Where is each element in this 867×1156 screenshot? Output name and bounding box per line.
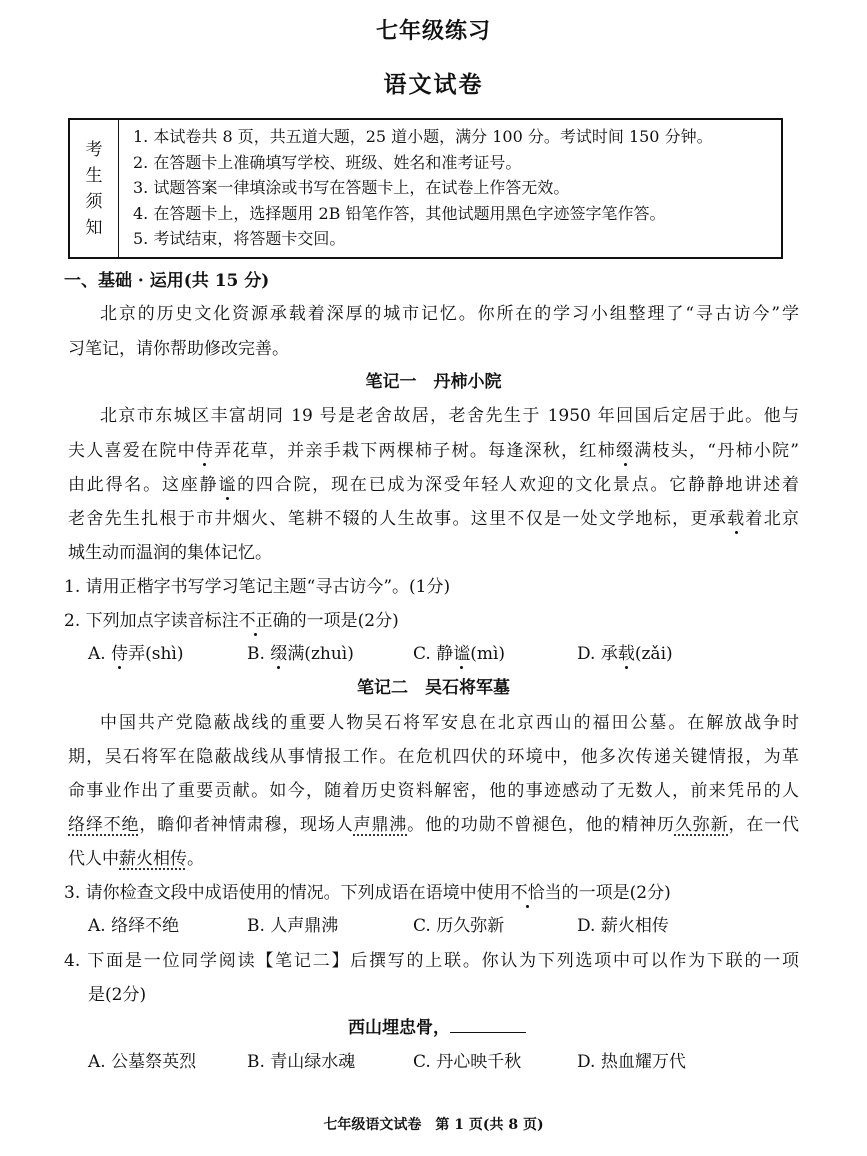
q4-option-c: C. 丹心映千秋: [413, 1052, 522, 1072]
q4-option-d: D. 热血耀万代: [577, 1052, 686, 1072]
section-intro-line: 习笔记，请你帮助修改完善。: [68, 339, 289, 359]
notice-item: 3. 试题答案一律填涂或书写在答题卡上，在试卷上作答无效。: [133, 178, 570, 197]
notice-item: 1. 本试卷共 8 页，共五道大题，25 道小题，满分 100 分。考试时间 150 分钟。: [133, 127, 713, 146]
note2-line: 络绎不绝，瞻仰者神情肃穆，现场人声鼎沸。他的功勋不曾褪色，他的精神历久弥新，在一代: [68, 815, 800, 835]
exam-notice-box: [68, 118, 783, 259]
dotted-char: 谧: [218, 475, 238, 495]
dotted-char: 侍: [195, 441, 215, 461]
page-footer: 七年级语文试卷 第 1 页(共 8 页): [323, 1117, 544, 1133]
dotted-idiom: 声鼎沸: [353, 815, 408, 835]
note1-line: 城生动而温润的集体记忆。: [68, 543, 272, 563]
note1-line: 由此得名。这座静谧的四合院，现在已成为深受年轻人欢迎的文化景点。它静静地讲述着: [68, 475, 800, 495]
question-4-stem: 4. 下面是一位同学阅读【笔记二】后撰写的上联。你认为下列选项中可以作为下联的一项: [64, 951, 799, 971]
q4-option-b: B. 青山绿水魂: [247, 1052, 356, 1072]
dotted-idiom: 薪火相传: [119, 849, 187, 869]
question-1: 1. 请用正楷字书写学习笔记主题“寻古访今”。(1分): [64, 577, 451, 597]
note1-line: 夫人喜爱在院中侍弄花草，并亲手栽下两棵柿子树。每逢深秋，红柿缀满枝头，“丹柿小院”: [68, 441, 800, 461]
grade-title: 七年级练习: [375, 18, 491, 44]
dotted-char: 不正: [238, 611, 273, 631]
question-2-stem: 2. 下列加点字读音标注不正确的一项是(2分): [64, 611, 399, 631]
q3-option-c: C. 历久弥新: [413, 916, 505, 936]
q2-option-d: D. 承载(zǎi): [577, 644, 673, 664]
q2-option-c: C. 静谧(mì): [413, 644, 506, 664]
dotted-idiom: 久弥新: [674, 815, 729, 835]
dotted-char: 载: [727, 509, 746, 529]
note2-line: 命事业作出了重要贡献。如今，随着历史资料解密，他的事迹感动了无数人，前来凭吊的人: [68, 781, 799, 801]
q2-option-b: B. 缀满(zhuì): [247, 644, 354, 664]
notice-label-char: 考: [85, 139, 103, 160]
section-intro-line: 北京的历史文化资源承载着深厚的城市记忆。你所在的学习小组整理了“寻古访今”学: [100, 304, 799, 324]
dotted-char: 不恰: [510, 883, 545, 903]
notice-item: 2. 在答题卡上准确填写学校、班级、姓名和准考证号。: [133, 152, 522, 172]
q3-option-d: D. 薪火相传: [577, 916, 669, 936]
dotted-char: 缀: [615, 441, 635, 461]
notice-label-char: 须: [85, 191, 103, 212]
couplet-first-line: 西山埋忠骨，: [348, 1013, 526, 1038]
note1-line: 北京市东城区丰富胡同 19 号是老舍故居，老舍先生于 1950 年回国后定居于此。他与: [100, 406, 799, 426]
note1-title: 笔记一 丹柿小院: [365, 372, 502, 392]
question-3-stem: 3. 请你检查文段中成语使用的情况。下列成语在语境中使用不恰当的一项是(2分): [64, 883, 671, 903]
notice-label-char: 生: [85, 165, 103, 186]
q2-option-a: A. 侍弄(shì): [88, 644, 184, 664]
section-title: 一、基础 · 运用(共 15 分): [64, 271, 270, 291]
q4-option-a: A. 公墓祭英烈: [88, 1052, 197, 1072]
notice-items: [119, 120, 781, 257]
notice-label-char: 知: [85, 217, 103, 238]
question-4-stem-cont: 是(2分): [88, 985, 147, 1005]
notice-item: 5. 考试结束，将答题卡交回。: [133, 229, 346, 248]
q3-option-a: A. 络绎不绝: [88, 916, 180, 936]
dotted-idiom: 络绎不绝: [68, 815, 140, 835]
q3-option-b: B. 人声鼎沸: [247, 916, 339, 936]
answer-blank: [450, 1018, 526, 1033]
paper-title: 语文试卷: [383, 71, 484, 98]
note2-line: 代人中薪火相传。: [68, 849, 204, 869]
note2-line: 中国共产党隐蔽战线的重要人物吴石将军安息在北京西山的福田公墓。在解放战争时: [100, 713, 799, 733]
notice-label: [70, 120, 119, 257]
note2-line: 期，吴石将军在隐蔽战线从事情报工作。在危机四伏的环境中，他多次传递关键情报，为革: [68, 747, 799, 767]
note1-line: 老舍先生扎根于市井烟火、笔耕不辍的人生故事。这里不仅是一处文学地标，更承载着北京: [68, 509, 800, 529]
note2-title: 笔记二 吴石将军墓: [357, 678, 510, 698]
notice-item: 4. 在答题卡上，选择题用 2B 铅笔作答，其他试题用黑色字迹签字笔作答。: [133, 203, 666, 223]
